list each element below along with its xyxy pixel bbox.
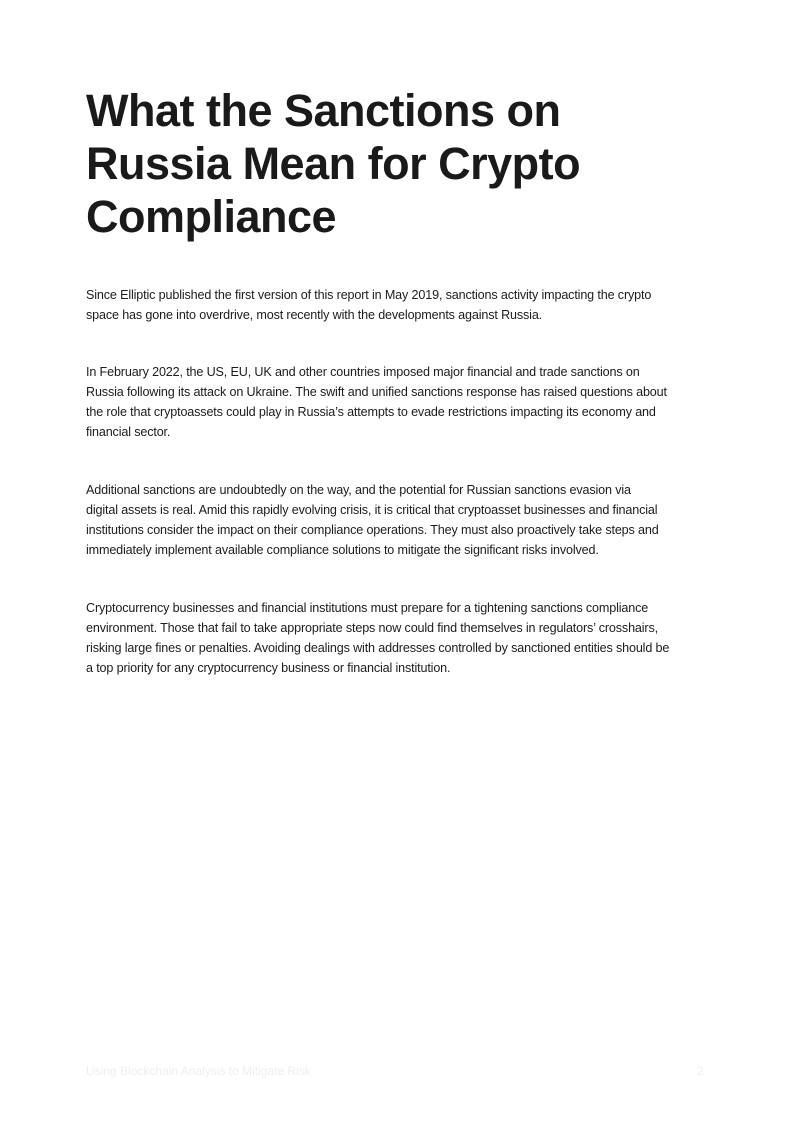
paragraph-line: a top priority for any cryptocurrency business or financial institution.: [86, 661, 451, 675]
paragraph-line: immediately implement available compliance solutions to mitigate the significant risks involved.: [86, 543, 599, 557]
page-number: 2: [697, 1064, 704, 1078]
paragraph-line: space has gone into overdrive, most recently with the developments against Russia.: [86, 308, 543, 322]
paragraph-line: digital assets is real. Amid this rapidly evolving crisis, it is critical that cryptoasset businesses and financial: [86, 503, 658, 517]
paragraph-line: the role that cryptoassets could play in Russia’s attempts to evade restrictions impacting its economy and: [86, 405, 656, 419]
paragraph-line: Additional sanctions are undoubtedly on the way, and the potential for Russian sanctions evasion via: [86, 483, 631, 497]
paragraph-compliance-preparation: [86, 598, 716, 678]
paragraph-line: Since Elliptic published the first version of this report in May 2019, sanctions activity impacting the crypto: [86, 288, 652, 302]
paragraph-line: Cryptocurrency businesses and financial institutions must prepare for a tightening sanctions compliance: [86, 601, 649, 615]
paragraph-february-sanctions: [86, 362, 716, 442]
title-line: What the Sanctions on: [86, 85, 561, 136]
paragraph-line: institutions consider the impact on their compliance operations. They must also proactively take steps and: [86, 523, 659, 537]
paragraph-line: Russia following its attack on Ukraine. The swift and unified sanctions response has raised questions about: [86, 385, 667, 399]
paragraph-additional-sanctions: [86, 480, 716, 560]
title-line: Russia Mean for Crypto: [86, 138, 581, 189]
footer-title: Using Blockchain Analysis to Mitigate Risk: [86, 1064, 311, 1078]
page-title: [86, 84, 726, 243]
paragraph-line: financial sector.: [86, 425, 171, 439]
paragraph-line: environment. Those that fail to take appropriate steps now could find themselves in regulators’ crosshairs,: [86, 621, 658, 635]
paragraph-line: In February 2022, the US, EU, UK and other countries imposed major financial and trade sanctions on: [86, 365, 640, 379]
paragraph-intro: [86, 285, 716, 325]
title-line: Compliance: [86, 191, 337, 242]
paragraph-line: risking large fines or penalties. Avoiding dealings with addresses controlled by sanctioned entities should be: [86, 641, 670, 655]
